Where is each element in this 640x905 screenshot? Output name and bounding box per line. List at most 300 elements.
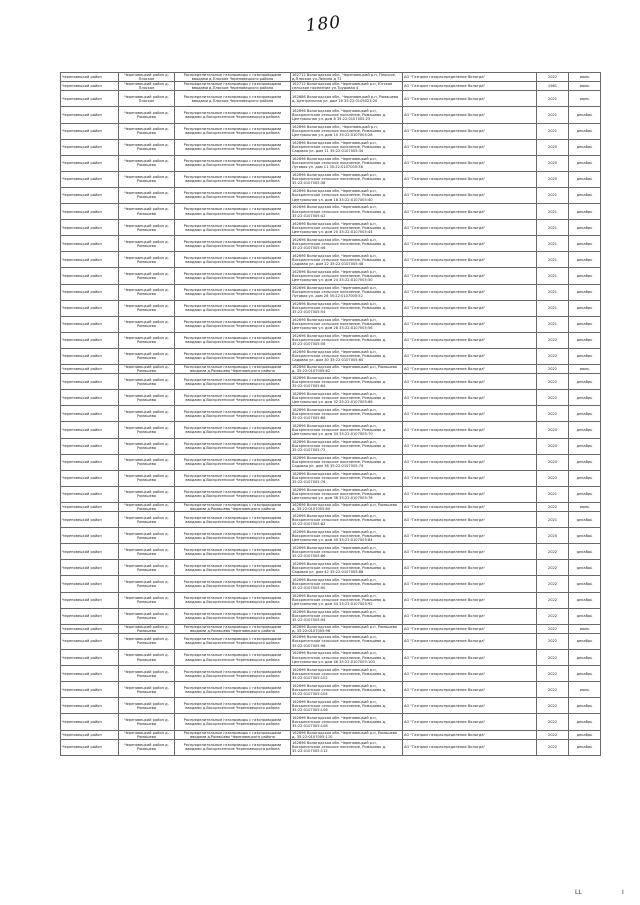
owner-cell: АО "Газпром газораспределение Вологда" [403, 624, 537, 633]
year-cell: 2021 [537, 107, 569, 123]
month-cell: декабрь [569, 560, 601, 576]
year-cell: 2020 [537, 422, 569, 438]
year-cell: 2021 [537, 512, 569, 528]
owner-cell: АО "Газпром газораспределение Вологда" [403, 316, 537, 332]
object-cell: Распределительные газопроводы с газопроводами вводами д.Воскресенское Череповецкого района [175, 252, 291, 268]
table-row [61, 252, 601, 268]
district-cell: Череповецкий район [61, 486, 119, 502]
address-cell: 162696 Вологодская обл. Череповецкий р-н, Ромашево д. 35:22:0107005:62 [291, 364, 403, 373]
address-cell: 162696 Вологодская обл. Череповецкий р-н, Воскресенское сельское поселение, Ромашево д. Центральная ул. дом 20 35:22:0107005:44 [291, 220, 403, 236]
settlement-cell: Череповецкий район д. Ромашево [119, 730, 175, 739]
object-cell: Распределительные газопроводы с газопроводами вводами д.Воскресенское Череповецкого района [175, 316, 291, 332]
district-cell: Череповецкий район [61, 608, 119, 624]
district-cell: Череповецкий район [61, 666, 119, 682]
settlement-cell: Череповецкий район д. Ромашево [119, 332, 175, 348]
owner-cell: АО "Газпром газораспределение Вологда" [403, 608, 537, 624]
month-cell: декабрь [569, 512, 601, 528]
object-cell: Распределительные газопроводы с газопроводами вводами д.Воскресенское Череповецкого района [175, 739, 291, 755]
table-row [61, 220, 601, 236]
settlement-cell: Череповецкий район д. Ромашево [119, 698, 175, 714]
address-cell: 162696 Вологодская обл. Череповецкий р-н, Воскресенское сельское поселение, Ромашево д. 35:22:0107005:64 [291, 374, 403, 390]
object-cell: Распределительные газопроводы с газопроводами вводами д.Ромашево Череповецкого района [175, 730, 291, 739]
table-row [61, 470, 601, 486]
address-cell: 162696 Вологодская обл. Череповецкий р-н, Ромашево д. 35:22:0107005:110 [291, 730, 403, 739]
object-cell: Распределительные газопроводы с газопроводами вводами д.Воскресенское Череповецкого района [175, 608, 291, 624]
owner-cell: АО "Газпром газораспределение Вологда" [403, 91, 537, 107]
year-cell: 2022 [537, 406, 569, 422]
footer-mark-left: LL [575, 889, 582, 896]
settlement-cell: Череповецкий район д. Ромашево [119, 171, 175, 187]
month-cell: декабрь [569, 470, 601, 486]
table-row [61, 454, 601, 470]
district-cell: Череповецкий район [61, 187, 119, 203]
month-cell: июнь [569, 73, 601, 82]
district-cell: Череповецкий район [61, 730, 119, 739]
table-row [61, 155, 601, 171]
month-cell: декабрь [569, 300, 601, 316]
month-cell: декабрь [569, 698, 601, 714]
year-cell: 2021 [537, 284, 569, 300]
owner-cell: АО "Газпром газораспределение Вологда" [403, 332, 537, 348]
owner-cell: АО "Газпром газораспределение Вологда" [403, 268, 537, 284]
owner-cell: АО "Газпром газораспределение Вологда" [403, 220, 537, 236]
year-cell: 2022 [537, 608, 569, 624]
settlement-cell: Череповецкий район д. Ромашево [119, 454, 175, 470]
month-cell: декабрь [569, 714, 601, 730]
address-cell: 162696 Вологодская обл. Череповецкий р-н, Воскресенское сельское поселение, Ромашево д. Центральная ул. дом 38 35:22:0107005:78 [291, 486, 403, 502]
year-cell: 2022 [537, 730, 569, 739]
district-cell: Череповецкий район [61, 650, 119, 666]
month-cell: декабрь [569, 406, 601, 422]
month-cell: декабрь [569, 739, 601, 755]
district-cell: Череповецкий район [61, 236, 119, 252]
table-row [61, 300, 601, 316]
year-cell: 2021 [537, 300, 569, 316]
district-cell: Череповецкий район [61, 698, 119, 714]
owner-cell: АО "Газпром газораспределение Вологда" [403, 576, 537, 592]
table-row [61, 714, 601, 730]
object-cell: Распределительные газопроводы с газопроводами вводами д.Воскресенское Череповецкого района [175, 374, 291, 390]
district-cell: Череповецкий район [61, 348, 119, 364]
table-row [61, 592, 601, 608]
month-cell: декабрь [569, 486, 601, 502]
address-cell: 162696 Вологодская обл. Череповецкий р-н, Воскресенское сельское поселение, Ромашево д. 35:22:0107005:54 [291, 300, 403, 316]
district-cell: Череповецкий район [61, 220, 119, 236]
address-cell: 162696 Вологодская обл. Череповецкий р-н, Воскресенское сельское поселение, Ромашево д. Центральная ул. дом 34 35:22:0107005:70 [291, 422, 403, 438]
month-cell: декабрь [569, 374, 601, 390]
table-row [61, 73, 601, 82]
object-cell: Распределительные газопроводы с газопроводами вводами д.Ромашево Череповецкого района [175, 364, 291, 373]
table-row [61, 544, 601, 560]
address-cell: 162696 Вологодская обл. Череповецкий р-н, Ромашево д. 35:22:0107005:80 [291, 502, 403, 511]
district-cell: Череповецкий район [61, 155, 119, 171]
address-cell: 162696 Вологодская обл. Череповецкий р-н, Воскресенское сельское поселение, Ромашево д. Центральная ул. дом 8 35:22:0107005:25 [291, 107, 403, 123]
table-row [61, 682, 601, 698]
table-row [61, 364, 601, 373]
month-cell: декабрь [569, 187, 601, 203]
object-cell: Распределительные газопроводы с газопроводами вводами д.Воскресенское Череповецкого района [175, 187, 291, 203]
month-cell: декабрь [569, 592, 601, 608]
owner-cell: АО "Газпром газораспределение Вологда" [403, 374, 537, 390]
object-cell: Распределительные газопроводы с газопроводами вводами д.Воскресенское Череповецкого района [175, 300, 291, 316]
year-cell: 2020 [537, 438, 569, 454]
month-cell: декабрь [569, 650, 601, 666]
table-row [61, 236, 601, 252]
month-cell: июнь [569, 91, 601, 107]
year-cell: 2020 [537, 171, 569, 187]
month-cell: декабрь [569, 528, 601, 544]
address-cell: 162696 Вологодская обл. Череповецкий р-н, Воскресенское сельское поселение, Ромашево д. Луговая ул. дом 26 35:22:0107005:52 [291, 284, 403, 300]
owner-cell: АО "Газпром газораспределение Вологда" [403, 730, 537, 739]
owner-cell: АО "Газпром газораспределение Вологда" [403, 406, 537, 422]
table-row [61, 624, 601, 633]
year-cell: 2022 [537, 633, 569, 649]
year-cell: 2021 [537, 123, 569, 139]
table-row [61, 438, 601, 454]
settlement-cell: Череповецкий район д. Ромашево [119, 107, 175, 123]
owner-cell: АО "Газпром газораспределение Вологда" [403, 348, 537, 364]
address-cell: 162696 Вологодская обл. Череповецкий р-н, Ромашево д. 35:22:0107005:96 [291, 624, 403, 633]
month-cell: декабрь [569, 155, 601, 171]
settlement-cell: Череповецкий район д. Ромашево [119, 139, 175, 155]
year-cell: 2020 [537, 528, 569, 544]
settlement-cell: Череповецкий район д. Ромашево [119, 438, 175, 454]
owner-cell: АО "Газпром газораспределение Вологда" [403, 204, 537, 220]
address-cell: 162696 Вологодская обл. Череповецкий р-н, Воскресенское сельское поселение, Ромашево д. 35:22:0107005:90 [291, 576, 403, 592]
month-cell: декабрь [569, 252, 601, 268]
object-cell: Распределительные газопроводы с газопроводами вводами д.Воскресенское Череповецкого района [175, 698, 291, 714]
owner-cell: АО "Газпром газораспределение Вологда" [403, 438, 537, 454]
settlement-cell: Череповецкий район д. Ромашево [119, 284, 175, 300]
month-cell: декабрь [569, 438, 601, 454]
settlement-cell: Череповецкий район д. Ромашево [119, 502, 175, 511]
year-cell: 2022 [537, 650, 569, 666]
settlement-cell: Череповецкий район д. Ромашево [119, 624, 175, 633]
object-cell: Распределительные газопроводы с газопроводами вводами д.Воскресенское Череповецкого района [175, 592, 291, 608]
object-cell: Распределительные газопроводы с газопроводами вводами д.Воскресенское Череповецкого района [175, 512, 291, 528]
owner-cell: АО "Газпром газораспределение Вологда" [403, 364, 537, 373]
settlement-cell: Череповецкий район д. Ромашево [119, 390, 175, 406]
district-cell: Череповецкий район [61, 139, 119, 155]
object-cell: Распределительные газопроводы с газопроводами вводами д.Воскресенское Череповецкого района [175, 268, 291, 284]
table-row [61, 633, 601, 649]
object-cell: Распределительные газопроводы с газопроводами вводами д.Воскресенское Череповецкого района [175, 576, 291, 592]
object-cell: Распределительные газопроводы с газопроводами вводами д.Воскресенское Череповецкого района [175, 139, 291, 155]
object-cell: Распределительные газопроводы с газопроводами вводами д.Воскресенское Череповецкого района [175, 528, 291, 544]
district-cell: Череповецкий район [61, 123, 119, 139]
district-cell: Череповецкий район [61, 268, 119, 284]
district-cell: Череповецкий район [61, 316, 119, 332]
table-row [61, 650, 601, 666]
object-cell: Распределительные газопроводы с газопроводами вводами д.Воскресенское Череповецкого района [175, 284, 291, 300]
district-cell: Череповецкий район [61, 576, 119, 592]
table-row [61, 406, 601, 422]
district-cell: Череповецкий район [61, 739, 119, 755]
address-cell: 162696 Вологодская обл. Череповецкий р-н, Воскресенское сельское поселение, Ромашево д. 35:22:0107005:82 [291, 512, 403, 528]
table-row [61, 204, 601, 220]
district-cell: Череповецкий район [61, 364, 119, 373]
address-cell: 162696 Вологодская обл. Череповецкий р-н, Воскресенское сельское поселение, Ромашево д. Центральная ул. дом 40 35:22:0107005:84 [291, 528, 403, 544]
address-cell: 162696 Вологодская обл. Череповецкий р-н, Воскресенское сельское поселение, Ромашево д. 35:22:0107005:108 [291, 714, 403, 730]
year-cell: 2022 [537, 544, 569, 560]
district-cell: Череповецкий район [61, 454, 119, 470]
district-cell: Череповецкий район [61, 544, 119, 560]
year-cell: 2022 [537, 348, 569, 364]
table-row [61, 171, 601, 187]
settlement-cell: Череповецкий район д. Ромашево [119, 714, 175, 730]
object-cell: Распределительные газопроводы с газопроводами вводами д.Ромашево Череповецкого района [175, 624, 291, 633]
settlement-cell: Череповецкий район д. Плоское [119, 91, 175, 107]
table-row [61, 316, 601, 332]
object-cell: Распределительные газопроводы с газопроводами вводами д.Воскресенское Череповецкого района [175, 123, 291, 139]
owner-cell: АО "Газпром газораспределение Вологда" [403, 454, 537, 470]
month-cell: июнь [569, 624, 601, 633]
month-cell: декабрь [569, 139, 601, 155]
month-cell: декабрь [569, 268, 601, 284]
owner-cell: АО "Газпром газораспределение Вологда" [403, 300, 537, 316]
address-cell: 162696 Вологодская обл. Череповецкий р-н, Воскресенское сельское поселение, Ромашево д. 35:22:0107005:104 [291, 682, 403, 698]
settlement-cell: Череповецкий район д. Ромашево [119, 123, 175, 139]
district-cell: Череповецкий район [61, 714, 119, 730]
table-row [61, 139, 601, 155]
address-cell: 162686 Вологодская обл., Череповецкий р-н, Ромашево д. Центральная ул. дом 16 35:22:0105023:20 [291, 91, 403, 107]
district-cell: Череповецкий район [61, 422, 119, 438]
address-cell: 162696 Вологодская обл. Череповецкий р-н, Воскресенское сельское поселение, Ромашево д. 35:22:0107005:46 [291, 236, 403, 252]
month-cell: декабрь [569, 390, 601, 406]
object-cell: Распределительные газопроводы с газопроводами вводами д.Воскресенское Череповецкого района [175, 107, 291, 123]
settlement-cell: Череповецкий район д. Ромашево [119, 348, 175, 364]
owner-cell: АО "Газпром газораспределение Вологда" [403, 82, 537, 91]
address-cell: 162696 Вологодская обл. Череповецкий р-н, Воскресенское сельское поселение, Ромашево д. Центральная ул. дом 28 35:22:0107005:56 [291, 316, 403, 332]
settlement-cell: Череповецкий район д. Ромашево [119, 470, 175, 486]
settlement-cell: Череповецкий район д. Ромашево [119, 633, 175, 649]
object-cell: Распределительные газопроводы с газопроводами вводами д.Воскресенское Череповецкого района [175, 666, 291, 682]
year-cell: 2022 [537, 739, 569, 755]
year-cell: 2022 [537, 624, 569, 633]
year-cell: 2021 [537, 252, 569, 268]
table-row [61, 666, 601, 682]
object-cell: Распределительные газопроводы с газопроводами вводами д.Плоское Череповецкого района [175, 73, 291, 82]
district-cell: Череповецкий район [61, 560, 119, 576]
address-cell: 162696 Вологодская обл. Череповецкий р-н, Воскресенское сельское поселение, Ромашево д. 35:22:0107005:72 [291, 438, 403, 454]
object-cell: Распределительные газопроводы с газопроводами вводами д.Воскресенское Череповецкого района [175, 650, 291, 666]
settlement-cell: Череповецкий район д. Ромашево [119, 422, 175, 438]
year-cell: 2020 [537, 155, 569, 171]
owner-cell: АО "Газпром газораспределение Вологда" [403, 252, 537, 268]
month-cell: декабрь [569, 107, 601, 123]
address-cell: 162696 Вологодская обл. Череповецкий р-н, Воскресенское сельское поселение, Ромашево д. 35:22:0107005:94 [291, 608, 403, 624]
address-cell: 162696 Вологодская обл. Череповецкий р-н, Воскресенское сельское поселение, Ромашево д. 35:22:0107005:42 [291, 204, 403, 220]
district-cell: Череповецкий район [61, 624, 119, 633]
year-cell: 2021 [537, 204, 569, 220]
settlement-cell: Череповецкий район д. Ромашево [119, 316, 175, 332]
address-cell: 162696 Вологодская обл. Череповецкий р-н, Воскресенское сельское поселение, Ромашево д. 35:22:0107005:86 [291, 544, 403, 560]
settlement-cell: Череповецкий район д. Ромашево [119, 560, 175, 576]
address-cell: 162696 Вологодская обл. Череповецкий р-н, Воскресенское сельское поселение, Ромашево д. Центральная ул. дом 44 35:22:0107005:92 [291, 592, 403, 608]
owner-cell: АО "Газпром газораспределение Вологда" [403, 592, 537, 608]
month-cell: декабрь [569, 123, 601, 139]
object-cell: Распределительные газопроводы с газопроводами вводами д.Воскресенское Череповецкого района [175, 406, 291, 422]
settlement-cell: Череповецкий район д. Ромашево [119, 300, 175, 316]
table-row [61, 374, 601, 390]
address-cell: 162696 Вологодская обл. Череповецкий р-н, Воскресенское сельское поселение, Ромашево д. Садовая ул. дом 36 35:22:0107005:74 [291, 454, 403, 470]
year-cell: 2021 [537, 486, 569, 502]
district-cell: Череповецкий район [61, 300, 119, 316]
object-cell: Распределительные газопроводы с газопроводами вводами д.Воскресенское Череповецкого района [175, 560, 291, 576]
year-cell: 2022 [537, 666, 569, 682]
district-cell: Череповецкий район [61, 502, 119, 511]
district-cell: Череповецкий район [61, 682, 119, 698]
owner-cell: АО "Газпром газораспределение Вологда" [403, 560, 537, 576]
month-cell: декабрь [569, 284, 601, 300]
settlement-cell: Череповецкий район д. Ромашево [119, 666, 175, 682]
table-row [61, 730, 601, 739]
year-cell: 2021 [537, 316, 569, 332]
district-cell: Череповецкий район [61, 91, 119, 107]
settlement-cell: Череповецкий район д. Ромашево [119, 204, 175, 220]
month-cell: июнь [569, 364, 601, 373]
address-cell: 162696 Вологодская обл. Череповецкий р-н, Воскресенское сельское поселение, Ромашево д. Центральная ул. дом 32 35:22:0107005:66 [291, 390, 403, 406]
month-cell: декабрь [569, 316, 601, 332]
owner-cell: АО "Газпром газораспределение Вологда" [403, 650, 537, 666]
address-cell: 162696 Вологодская обл. Череповецкий р-н, Воскресенское сельское поселение, Ромашево д. 35:22:0107005:76 [291, 470, 403, 486]
owner-cell: АО "Газпром газораспределение Вологда" [403, 528, 537, 544]
owner-cell: АО "Газпром газораспределение Вологда" [403, 390, 537, 406]
object-cell: Распределительные газопроводы с газопроводами вводами д.Воскресенское Череповецкого района [175, 348, 291, 364]
footer-mark-right: I [622, 889, 624, 896]
settlement-cell: Череповецкий район д. Плоское [119, 73, 175, 82]
table-row [61, 528, 601, 544]
owner-cell: АО "Газпром газораспределение Вологда" [403, 155, 537, 171]
year-cell: 2020 [537, 454, 569, 470]
district-cell: Череповецкий район [61, 82, 119, 91]
address-cell: 162712 Вологодская обл. Череповецкий р-н, Югское сельское поселение ул.Трудовая 4 [291, 82, 403, 91]
year-cell: 2022 [537, 698, 569, 714]
month-cell: декабрь [569, 454, 601, 470]
district-cell: Череповецкий район [61, 284, 119, 300]
district-cell: Череповецкий район [61, 332, 119, 348]
settlement-cell: Череповецкий район д. Ромашево [119, 374, 175, 390]
year-cell: 1981 [537, 82, 569, 91]
object-cell: Распределительные газопроводы с газопроводами вводами д.Воскресенское Череповецкого района [175, 454, 291, 470]
month-cell: декабрь [569, 204, 601, 220]
year-cell: 2021 [537, 268, 569, 284]
year-cell: 2021 [537, 187, 569, 203]
month-cell: декабрь [569, 633, 601, 649]
year-cell: 2022 [537, 502, 569, 511]
settlement-cell: Череповецкий район д. Ромашево [119, 576, 175, 592]
address-cell: 162712 Вологодская обл., Череповецкий р-н, Плоское, д.Плоское ул.Ленина д 71 [291, 73, 403, 82]
month-cell: декабрь [569, 171, 601, 187]
district-cell: Череповецкий район [61, 438, 119, 454]
owner-cell: АО "Газпром газораспределение Вологда" [403, 284, 537, 300]
table-row [61, 502, 601, 511]
settlement-cell: Череповецкий район д. Ромашево [119, 268, 175, 284]
table-row [61, 560, 601, 576]
address-cell: 162696 Вологодская обл., Череповецкий р-н, Воскресенское сельское поселение, Ромашево д. Центральная ул. дом 10 35:22:0107005:28 [291, 123, 403, 139]
table-row [61, 123, 601, 139]
year-cell: 2022 [537, 592, 569, 608]
settlement-cell: Череповецкий район д. Ромашево [119, 486, 175, 502]
month-cell: декабрь [569, 422, 601, 438]
month-cell: июнь [569, 682, 601, 698]
owner-cell: АО "Газпром газораспределение Вологда" [403, 107, 537, 123]
object-cell: Распределительные газопроводы с газопроводами вводами д.Воскресенское Череповецкого района [175, 633, 291, 649]
table-row [61, 187, 601, 203]
year-cell: 2022 [537, 682, 569, 698]
district-cell: Череповецкий район [61, 171, 119, 187]
district-cell: Череповецкий район [61, 252, 119, 268]
address-cell: 162696 Вологодская обл. Череповецкий р-н, Воскресенское сельское поселение, Ромашево д. 35:22:0107005:106 [291, 698, 403, 714]
object-cell: Распределительные газопроводы с газопроводами вводами д.Воскресенское Череповецкого района [175, 682, 291, 698]
owner-cell: АО "Газпром газораспределение Вологда" [403, 73, 537, 82]
address-cell: 162696 Вологодская обл. Череповецкий р-н, Воскресенское сельское поселение, Ромашево д. 35:22:0107005:38 [291, 171, 403, 187]
table-row [61, 608, 601, 624]
year-cell: 2023 [537, 470, 569, 486]
address-cell: 162696 Вологодская обл. Череповецкий р-н, Воскресенское сельское поселение, Ромашево д. 35:22:0107005:58 [291, 332, 403, 348]
object-cell: Распределительные газопроводы с газопроводами вводами д.Ромашево Череповецкого района [175, 502, 291, 511]
settlement-cell: Череповецкий район д. Ромашево [119, 364, 175, 373]
object-cell: Распределительные газопроводы с газопроводами вводами д.Плоское Череповецкого района [175, 91, 291, 107]
table-row [61, 486, 601, 502]
settlement-cell: Череповецкий район д. Ромашево [119, 236, 175, 252]
settlement-cell: Череповецкий район д. Ромашево [119, 252, 175, 268]
table-row [61, 82, 601, 91]
owner-cell: АО "Газпром газораспределение Вологда" [403, 422, 537, 438]
district-cell: Череповецкий район [61, 528, 119, 544]
address-cell: 162696 Вологодская обл. Череповецкий р-н, Воскресенское сельское поселение, Ромашево д. Садовая ул. дом 30 35:22:0107005:60 [291, 348, 403, 364]
owner-cell: АО "Газпром газораспределение Вологда" [403, 139, 537, 155]
table-row [61, 332, 601, 348]
object-cell: Распределительные газопроводы с газопроводами вводами д.Воскресенское Череповецкого района [175, 438, 291, 454]
month-cell: декабрь [569, 544, 601, 560]
page-number: 180 [304, 12, 343, 37]
address-cell: 162696 Вологодская обл. Череповецкий р-н, Воскресенское сельское поселение, Ромашево д. Центральная ул. дом 18 35:22:0107005:40 [291, 187, 403, 203]
settlement-cell: Череповецкий район д. Ромашево [119, 512, 175, 528]
address-cell: 162696 Вологодская обл. Череповецкий р-н, Воскресенское сельское поселение, Ромашево д. Центральная ул. дом 24 35:22:0107005:50 [291, 268, 403, 284]
month-cell: декабрь [569, 220, 601, 236]
settlement-cell: Череповецкий район д. Ромашево [119, 592, 175, 608]
object-cell: Распределительные газопроводы с газопроводами вводами д.Воскресенское Череповецкого района [175, 171, 291, 187]
month-cell: июнь [569, 82, 601, 91]
register-table [60, 72, 601, 756]
year-cell: 2021 [537, 220, 569, 236]
year-cell: 2022 [537, 560, 569, 576]
year-cell: 2022 [537, 364, 569, 373]
district-cell: Череповецкий район [61, 73, 119, 82]
district-cell: Череповецкий район [61, 204, 119, 220]
settlement-cell: Череповецкий район д. Ромашево [119, 682, 175, 698]
table-row [61, 91, 601, 107]
district-cell: Череповецкий район [61, 374, 119, 390]
table-row [61, 576, 601, 592]
owner-cell: АО "Газпром газораспределение Вологда" [403, 682, 537, 698]
year-cell: 2022 [537, 374, 569, 390]
table-row [61, 698, 601, 714]
owner-cell: АО "Газпром газораспределение Вологда" [403, 512, 537, 528]
table-row [61, 268, 601, 284]
year-cell: 2022 [537, 576, 569, 592]
district-cell: Череповецкий район [61, 107, 119, 123]
owner-cell: АО "Газпром газораспределение Вологда" [403, 633, 537, 649]
table-row [61, 107, 601, 123]
owner-cell: АО "Газпром газораспределение Вологда" [403, 666, 537, 682]
object-cell: Распределительные газопроводы с газопроводами вводами д.Воскресенское Череповецкого района [175, 390, 291, 406]
address-cell: 162696 Вологодская обл. Череповецкий р-н, Воскресенское сельское поселение, Ромашево д. Садовая ул. дом 22 35:22:0107005:48 [291, 252, 403, 268]
month-cell: декабрь [569, 236, 601, 252]
district-cell: Череповецкий район [61, 633, 119, 649]
object-cell: Распределительные газопроводы с газопроводами вводами д.Воскресенское Череповецкого района [175, 422, 291, 438]
